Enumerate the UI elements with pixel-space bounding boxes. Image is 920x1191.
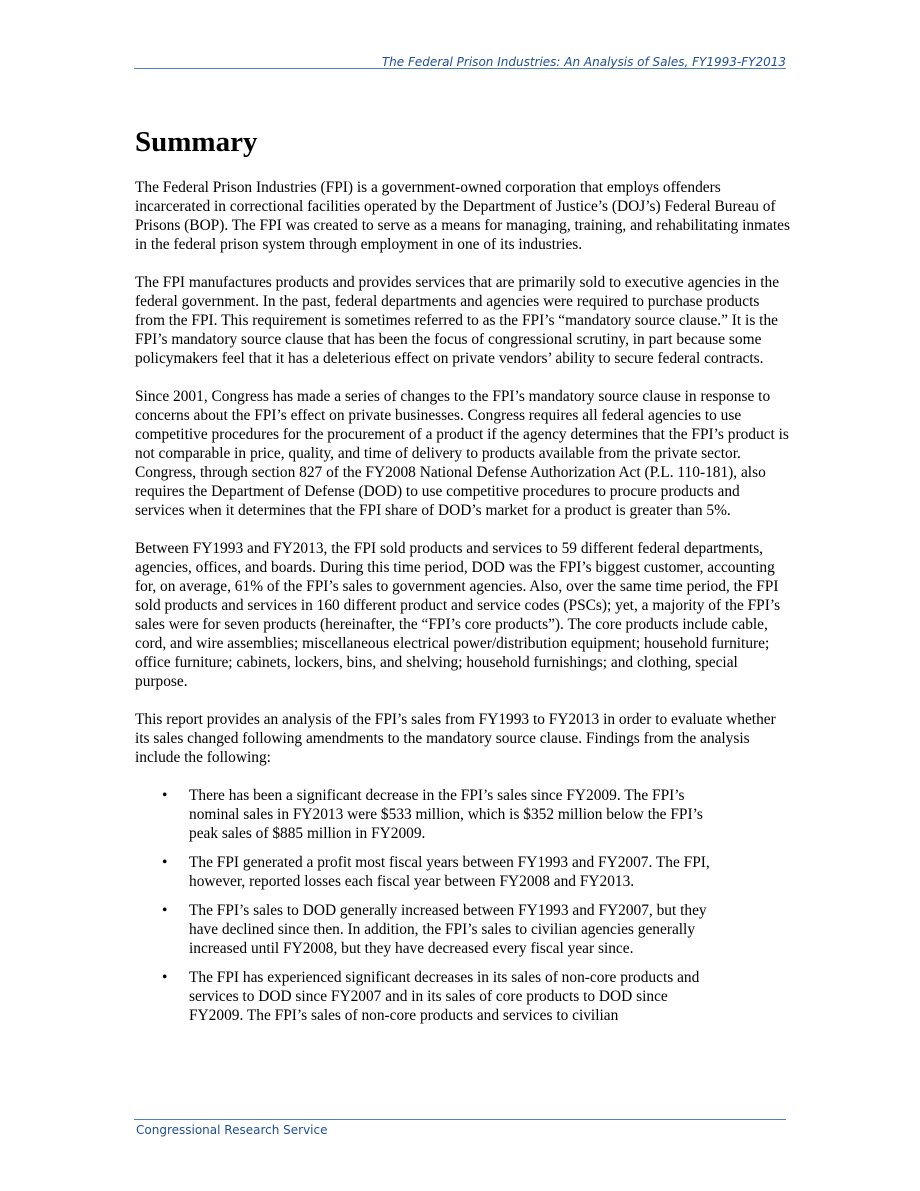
finding-text: The FPI generated a profit most fiscal years between FY1993 and FY2007. The FPI, however, reported losses each fiscal year between FY2008 and FY2013. bbox=[189, 854, 710, 890]
paragraph-mandatory-source: The FPI manufactures products and provides services that are primarily sold to executive agencies in the federal government. In the past, federal departments and agencies were required to purchase products from the FPI. This requirement is sometimes referred to as the FPI’s “mandatory source clause.” It is the FPI’s mandatory source clause that has been the focus of congressional scrutiny, in part because some policymakers feel that it has a deleterious effect on private vendors’ ability to secure federal contracts. bbox=[135, 274, 780, 367]
finding-item bbox=[135, 968, 790, 1025]
bullet-icon: • bbox=[162, 902, 168, 919]
paragraph-sales-customers: Between FY1993 and FY2013, the FPI sold products and services to 59 different federal departments, agencies, offices, and boards. During this time period, DOD was the FPI’s biggest customer, accounting for, on average, 61% of the FPI’s sales to government agencies. Also, over the same time period, the FPI sold products and services in 160 different product and service codes (PSCs); yet, a majority of the FPI’s sales were for seven products (hereinafter, the “FPI’s core products”). The core products include cable, cord, and wire assemblies; miscellaneous electrical power/distribution equipment; household furniture; office furniture; cabinets, lockers, bins, and shelving; household furnishings; and clothing, special purpose. bbox=[135, 540, 781, 690]
bullet-icon: • bbox=[162, 787, 168, 804]
finding-text: There has been a significant decrease in the FPI’s sales since FY2009. The FPI’s nominal sales in FY2013 were $533 million, which is $352 million below the FPI’s peak sales of $885 million in FY2009. bbox=[189, 787, 703, 842]
finding-item bbox=[135, 786, 790, 843]
finding-item bbox=[135, 853, 790, 891]
finding-text: The FPI has experienced significant decreases in its sales of non-core products and services to DOD since FY2007 and in its sales of core products to DOD since FY2009. The FPI’s sales of non-core products and services to civilian bbox=[189, 969, 700, 1024]
footer-rule bbox=[134, 1119, 786, 1120]
bullet-icon: • bbox=[162, 969, 168, 986]
paragraph-report-purpose: This report provides an analysis of the FPI’s sales from FY1993 to FY2013 in order to evaluate whether its sales changed following amendments to the mandatory source clause. Findings from the analysis include the following: bbox=[135, 711, 776, 766]
running-header-title: The Federal Prison Industries: An Analysis of Sales, FY1993-FY2013 bbox=[381, 55, 786, 69]
paragraph-congress-changes: Since 2001, Congress has made a series of changes to the FPI’s mandatory source clause in response to concerns about the FPI’s effect on private businesses. Congress requires all federal agencies to use competitive procedures for the procurement of a product if the agency determines that the FPI’s product is not comparable in price, quality, and time of delivery to products available from the private sector. Congress, through section 827 of the FY2008 National Defense Authorization Act (P.L. 110-181), also requires the Department of Defense (DOD) to use competitive procedures to procure products and services when it determines that the FPI share of DOD’s market for a product is greater than 5%. bbox=[135, 388, 789, 519]
page-title: Summary bbox=[135, 126, 258, 158]
header-rule bbox=[134, 68, 786, 69]
paragraph-fpi-overview: The Federal Prison Industries (FPI) is a government-owned corporation that employs offenders incarcerated in correctional facilities operated by the Department of Justice’s (DOJ’s) Federal Bureau of Prisons (BOP). The FPI was created to serve as a means for managing, training, and rehabilitating inmates in the federal prison system through employment in one of its industries. bbox=[135, 179, 790, 253]
footer-publisher: Congressional Research Service bbox=[136, 1123, 328, 1137]
summary-body bbox=[135, 178, 790, 1035]
findings-list bbox=[135, 786, 790, 1025]
bullet-icon: • bbox=[162, 854, 168, 871]
finding-item bbox=[135, 901, 790, 958]
finding-text: The FPI’s sales to DOD generally increased between FY1993 and FY2007, but they have declined since then. In addition, the FPI’s sales to civilian agencies generally increased until FY2008, but they have decreased every fiscal year since. bbox=[189, 902, 707, 957]
